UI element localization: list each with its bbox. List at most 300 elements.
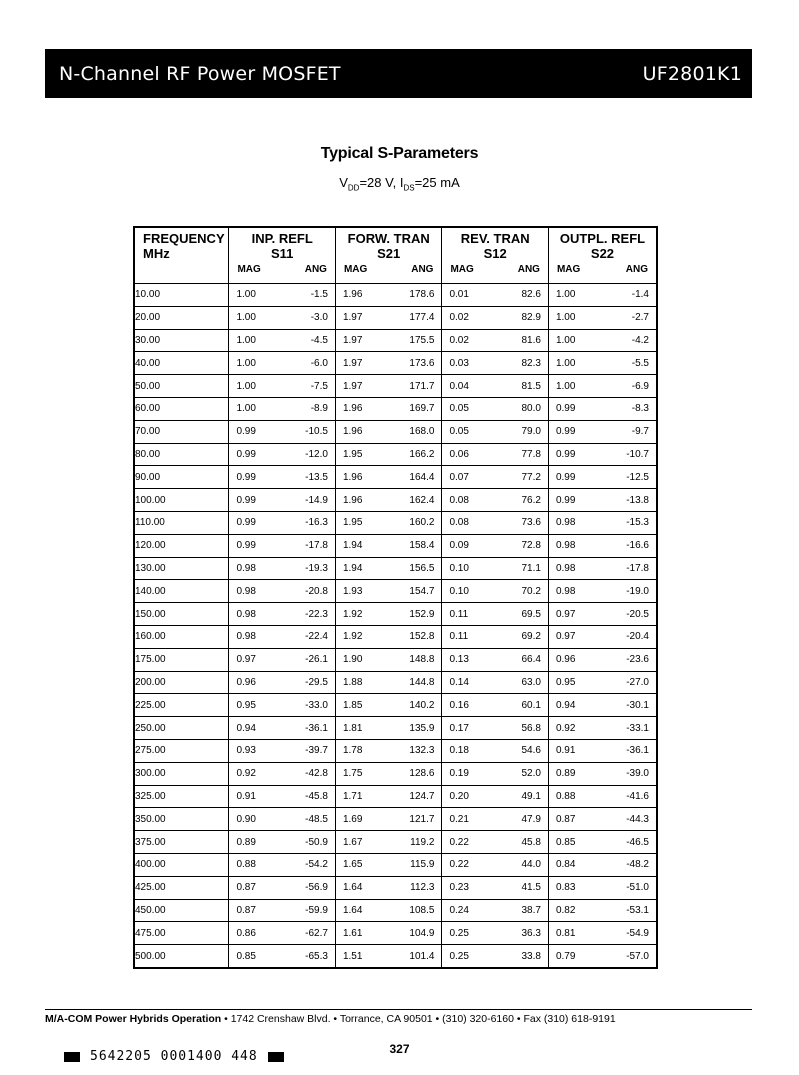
s11-ang: -42.8 xyxy=(305,768,328,780)
s12-cell xyxy=(442,284,549,307)
s12-mag: 0.06 xyxy=(449,448,469,460)
s21-ang: 178.6 xyxy=(409,289,435,301)
s12-mag: 0.22 xyxy=(449,859,469,871)
s11-ang: -1.5 xyxy=(310,289,328,301)
s22-cell xyxy=(548,762,657,785)
s11-cell xyxy=(229,717,336,740)
s22-ang: -41.6 xyxy=(626,790,649,802)
company-address: • 1742 Crenshaw Blvd. • Torrance, CA 90501 • (310) 320-6160 • Fax (310) 618-9191 xyxy=(221,1013,616,1025)
s21-mag: 1.64 xyxy=(342,882,363,894)
table-row xyxy=(134,284,657,307)
group-param: S22 xyxy=(590,246,615,261)
frequency-cell: 90.00 xyxy=(134,466,229,489)
s12-cell xyxy=(442,853,549,876)
s21-mag: 1.95 xyxy=(342,448,363,460)
s12-mag: 0.05 xyxy=(449,426,469,438)
footer-rule xyxy=(45,1009,752,1010)
s12-ang: 36.3 xyxy=(521,927,541,939)
s11-ang: -20.8 xyxy=(305,585,328,597)
s22-ang: -53.1 xyxy=(626,904,649,916)
s-parameter-table xyxy=(133,226,658,969)
s22-ang: -57.0 xyxy=(626,950,649,962)
s21-ang: 169.7 xyxy=(409,403,435,415)
s12-cell xyxy=(442,808,549,831)
s12-ang: 66.4 xyxy=(521,654,541,666)
s22-cell xyxy=(548,306,657,329)
s12-cell xyxy=(442,762,549,785)
frequency-cell: 350.00 xyxy=(134,808,229,831)
s12-mag: 0.01 xyxy=(449,289,469,301)
s22-mag: 0.97 xyxy=(555,631,576,643)
s21-cell xyxy=(335,671,442,694)
s22-ang: -9.7 xyxy=(631,426,649,438)
s21-ang: 101.4 xyxy=(409,950,435,962)
s22-cell xyxy=(548,603,657,626)
s21-cell xyxy=(335,329,442,352)
s11-cell xyxy=(229,489,336,512)
s12-ang: 82.3 xyxy=(521,357,541,369)
s11-mag: 0.96 xyxy=(236,676,256,688)
s22-ang: -46.5 xyxy=(626,836,649,848)
table-row xyxy=(134,808,657,831)
s12-cell xyxy=(442,876,549,899)
s11-mag: 0.99 xyxy=(236,494,256,506)
s22-ang: -23.6 xyxy=(626,654,649,666)
s21-ang: 119.2 xyxy=(410,836,435,848)
s12-ang: 77.2 xyxy=(521,471,541,483)
s11-cell xyxy=(229,511,336,534)
s21-cell xyxy=(335,717,442,740)
s22-mag: 1.00 xyxy=(555,357,576,369)
s11-cell xyxy=(229,671,336,694)
s12-ang: 52.0 xyxy=(521,768,541,780)
mag-label: MAG xyxy=(556,264,581,275)
frequency-cell: 175.00 xyxy=(134,648,229,671)
s22-mag: 0.99 xyxy=(555,426,576,438)
s21-mag: 1.97 xyxy=(342,380,363,392)
s11-mag: 0.87 xyxy=(236,904,256,916)
frequency-unit: MHz xyxy=(143,246,170,261)
s12-mag: 0.11 xyxy=(449,608,469,620)
s22-ang: -1.4 xyxy=(631,289,649,301)
s22-mag: 0.84 xyxy=(555,859,576,871)
s11-ang: -26.1 xyxy=(305,654,328,666)
s22-ang: -6.9 xyxy=(631,380,649,392)
s22-cell xyxy=(548,511,657,534)
ids-value: =25 mA xyxy=(414,175,460,190)
s12-cell xyxy=(442,489,549,512)
s12-ang: 72.8 xyxy=(521,540,541,552)
s12-ang: 54.6 xyxy=(521,745,541,757)
s11-mag: 0.98 xyxy=(236,631,256,643)
s22-ang: -2.7 xyxy=(631,312,649,324)
frequency-header xyxy=(134,227,229,284)
s12-mag: 0.09 xyxy=(449,540,469,552)
s22-cell xyxy=(548,557,657,580)
s11-cell xyxy=(229,306,336,329)
table-row xyxy=(134,876,657,899)
ang-label: ANG xyxy=(411,264,434,275)
mag-label: MAG xyxy=(343,264,368,275)
ang-label: ANG xyxy=(304,264,327,275)
table-row xyxy=(134,625,657,648)
product-type: N-Channel RF Power MOSFET xyxy=(59,62,341,85)
s22-mag: 0.99 xyxy=(555,494,576,506)
s11-mag: 0.91 xyxy=(236,790,256,802)
s21-ang: 166.2 xyxy=(409,448,435,460)
s12-header xyxy=(442,227,549,284)
s12-cell xyxy=(442,580,549,603)
s21-mag: 1.94 xyxy=(342,562,363,574)
frequency-cell: 500.00 xyxy=(134,945,229,968)
s21-mag: 1.96 xyxy=(342,471,363,483)
s21-ang: 115.9 xyxy=(410,859,435,871)
s22-mag: 0.99 xyxy=(555,403,576,415)
s12-ang: 69.5 xyxy=(521,608,541,620)
s11-mag: 0.97 xyxy=(236,654,256,666)
s11-cell xyxy=(229,397,336,420)
s11-mag: 0.89 xyxy=(236,836,256,848)
s22-mag: 1.00 xyxy=(555,312,576,324)
s21-cell xyxy=(335,284,442,307)
s12-mag: 0.17 xyxy=(449,722,469,734)
table-row xyxy=(134,762,657,785)
s22-cell xyxy=(548,352,657,375)
group-name: FORW. TRAN xyxy=(347,231,430,246)
s21-ang: 152.8 xyxy=(409,631,435,643)
frequency-cell: 140.00 xyxy=(134,580,229,603)
s11-mag: 0.99 xyxy=(236,448,256,460)
table-row xyxy=(134,306,657,329)
s22-ang: -44.3 xyxy=(626,813,649,825)
s22-ang: -8.3 xyxy=(631,403,649,415)
s11-mag: 0.99 xyxy=(236,540,256,552)
s21-mag: 1.93 xyxy=(342,585,363,597)
table-row xyxy=(134,375,657,398)
s11-mag: 0.93 xyxy=(236,745,256,757)
s11-ang: -19.3 xyxy=(305,562,328,574)
s11-ang: -65.3 xyxy=(305,950,328,962)
frequency-cell: 100.00 xyxy=(134,489,229,512)
s12-cell xyxy=(442,466,549,489)
group-param: S11 xyxy=(270,246,294,261)
s22-ang: -12.5 xyxy=(626,471,649,483)
s21-mag: 1.96 xyxy=(342,494,363,506)
section-title: Typical S-Parameters xyxy=(320,145,479,162)
s12-cell xyxy=(442,694,549,717)
s22-ang: -16.6 xyxy=(626,540,649,552)
s12-mag: 0.04 xyxy=(449,380,469,392)
s21-ang: 171.7 xyxy=(409,380,435,392)
s11-cell xyxy=(229,284,336,307)
s12-mag: 0.16 xyxy=(449,699,469,711)
s21-mag: 1.51 xyxy=(342,950,363,962)
s22-mag: 0.98 xyxy=(555,585,576,597)
frequency-cell: 120.00 xyxy=(134,534,229,557)
s22-mag: 0.96 xyxy=(555,654,576,666)
s12-cell xyxy=(442,922,549,945)
s11-mag: 0.99 xyxy=(236,471,256,483)
table-row xyxy=(134,945,657,968)
s11-mag: 1.00 xyxy=(236,312,256,324)
s11-ang: -16.3 xyxy=(305,517,328,529)
s11-mag: 1.00 xyxy=(236,357,256,369)
s21-cell xyxy=(335,945,442,968)
s12-mag: 0.03 xyxy=(449,357,469,369)
s11-mag: 1.00 xyxy=(236,334,256,346)
s11-mag: 1.00 xyxy=(236,403,256,415)
table-row xyxy=(134,648,657,671)
s12-ang: 60.1 xyxy=(521,699,541,711)
s21-ang: 175.5 xyxy=(409,334,435,346)
s21-mag: 1.88 xyxy=(342,676,363,688)
table-row xyxy=(134,443,657,466)
s12-mag: 0.08 xyxy=(449,494,469,506)
s21-cell xyxy=(335,922,442,945)
s22-mag: 0.81 xyxy=(555,927,576,939)
s22-ang: -36.1 xyxy=(626,745,649,757)
s21-ang: 121.7 xyxy=(409,813,435,825)
s11-ang: -22.3 xyxy=(305,608,328,620)
s11-cell xyxy=(229,443,336,466)
test-conditions xyxy=(0,175,799,193)
frequency-cell: 160.00 xyxy=(134,625,229,648)
s21-ang: 152.9 xyxy=(409,608,435,620)
s21-cell xyxy=(335,899,442,922)
s11-cell xyxy=(229,420,336,443)
s21-cell xyxy=(335,580,442,603)
s12-ang: 45.8 xyxy=(521,836,541,848)
s12-ang: 71.1 xyxy=(521,562,541,574)
s21-header xyxy=(335,227,442,284)
table-row xyxy=(134,534,657,557)
frequency-cell: 50.00 xyxy=(134,375,229,398)
s11-mag: 0.95 xyxy=(236,699,256,711)
s22-cell xyxy=(548,489,657,512)
s11-ang: -54.2 xyxy=(305,859,328,871)
s21-ang: 162.4 xyxy=(409,494,435,506)
s12-ang: 49.1 xyxy=(521,790,541,802)
group-param: S21 xyxy=(377,246,401,261)
s11-cell xyxy=(229,466,336,489)
s12-cell xyxy=(442,785,549,808)
s21-cell xyxy=(335,534,442,557)
s22-mag: 0.89 xyxy=(555,768,576,780)
s21-mag: 1.96 xyxy=(342,403,363,415)
vdd-value: =28 V, xyxy=(359,175,400,190)
table-row xyxy=(134,397,657,420)
frequency-cell: 10.00 xyxy=(134,284,229,307)
s11-ang: -59.9 xyxy=(305,904,328,916)
s12-ang: 33.8 xyxy=(521,950,541,962)
group-param: S12 xyxy=(483,246,507,261)
s22-cell xyxy=(548,443,657,466)
s12-cell xyxy=(442,306,549,329)
frequency-cell: 40.00 xyxy=(134,352,229,375)
frequency-cell: 225.00 xyxy=(134,694,229,717)
s22-cell xyxy=(548,534,657,557)
s22-cell xyxy=(548,625,657,648)
s11-cell xyxy=(229,853,336,876)
s22-cell xyxy=(548,785,657,808)
s11-ang: -39.7 xyxy=(305,745,328,757)
s12-ang: 41.5 xyxy=(521,882,541,894)
s12-ang: 38.7 xyxy=(521,904,541,916)
s12-mag: 0.20 xyxy=(449,790,469,802)
s12-cell xyxy=(442,945,549,968)
s21-ang: 148.8 xyxy=(409,654,435,666)
s22-mag: 1.00 xyxy=(555,334,576,346)
s21-ang: 140.2 xyxy=(409,699,435,711)
s22-cell xyxy=(548,466,657,489)
s11-cell xyxy=(229,922,336,945)
vdd-symbol: V xyxy=(339,175,348,190)
s21-cell xyxy=(335,352,442,375)
barcode-text: 5642205 0001400 448 xyxy=(90,1049,258,1064)
s21-mag: 1.65 xyxy=(342,859,363,871)
table-row xyxy=(134,899,657,922)
group-name: INP. REFL xyxy=(251,231,313,246)
s12-mag: 0.10 xyxy=(449,585,469,597)
s12-cell xyxy=(442,603,549,626)
s11-mag: 0.90 xyxy=(236,813,256,825)
table-row xyxy=(134,352,657,375)
s11-mag: 0.88 xyxy=(236,859,256,871)
s22-mag: 0.87 xyxy=(555,813,576,825)
table-row xyxy=(134,671,657,694)
s12-mag: 0.13 xyxy=(449,654,469,666)
s21-cell xyxy=(335,876,442,899)
s11-cell xyxy=(229,739,336,762)
s11-ang: -50.9 xyxy=(305,836,328,848)
s22-cell xyxy=(548,876,657,899)
s12-ang: 70.2 xyxy=(521,585,541,597)
frequency-cell: 250.00 xyxy=(134,717,229,740)
s22-cell xyxy=(548,420,657,443)
s11-ang: -13.5 xyxy=(305,471,328,483)
table-row xyxy=(134,922,657,945)
s11-ang: -3.0 xyxy=(310,312,328,324)
s21-mag: 1.96 xyxy=(342,289,363,301)
s22-mag: 0.85 xyxy=(555,836,576,848)
s22-ang: -20.5 xyxy=(626,608,649,620)
s12-mag: 0.02 xyxy=(449,334,469,346)
s11-cell xyxy=(229,785,336,808)
s21-mag: 1.92 xyxy=(342,608,363,620)
s21-ang: 112.3 xyxy=(410,882,435,894)
s12-mag: 0.25 xyxy=(449,927,469,939)
table-row xyxy=(134,785,657,808)
frequency-cell: 200.00 xyxy=(134,671,229,694)
s21-cell xyxy=(335,762,442,785)
frequency-cell: 425.00 xyxy=(134,876,229,899)
s22-ang: -27.0 xyxy=(626,676,649,688)
table-row xyxy=(134,557,657,580)
s11-cell xyxy=(229,762,336,785)
s22-mag: 0.94 xyxy=(555,699,576,711)
s11-mag: 0.98 xyxy=(236,585,256,597)
s12-cell xyxy=(442,625,549,648)
s22-cell xyxy=(548,945,657,968)
s12-ang: 56.8 xyxy=(521,722,541,734)
s12-cell xyxy=(442,443,549,466)
s22-ang: -30.1 xyxy=(626,699,649,711)
s22-mag: 0.98 xyxy=(555,562,576,574)
s11-mag: 0.99 xyxy=(236,426,256,438)
table-row xyxy=(134,831,657,854)
s21-cell xyxy=(335,831,442,854)
frequency-cell: 150.00 xyxy=(134,603,229,626)
s11-mag: 0.92 xyxy=(236,768,256,780)
s21-cell xyxy=(335,511,442,534)
frequency-cell: 325.00 xyxy=(134,785,229,808)
s22-cell xyxy=(548,284,657,307)
s11-cell xyxy=(229,945,336,968)
mag-label: MAG xyxy=(450,264,474,275)
s22-ang: -13.8 xyxy=(626,494,649,506)
s22-ang: -51.0 xyxy=(626,882,649,894)
s22-ang: -5.5 xyxy=(631,357,649,369)
s21-cell xyxy=(335,853,442,876)
s11-cell xyxy=(229,603,336,626)
s21-mag: 1.94 xyxy=(342,540,363,552)
table-row xyxy=(134,717,657,740)
group-name: REV. TRAN xyxy=(460,231,530,246)
s22-cell xyxy=(548,739,657,762)
s21-ang: 156.5 xyxy=(409,562,435,574)
s22-mag: 0.82 xyxy=(555,904,576,916)
s12-mag: 0.08 xyxy=(449,517,469,529)
s12-cell xyxy=(442,329,549,352)
s21-mag: 1.78 xyxy=(342,745,363,757)
s12-cell xyxy=(442,648,549,671)
ang-label: ANG xyxy=(625,264,648,275)
s22-cell xyxy=(548,717,657,740)
s12-mag: 0.02 xyxy=(449,312,469,324)
frequency-cell: 375.00 xyxy=(134,831,229,854)
s22-ang: -54.9 xyxy=(626,927,649,939)
s12-mag: 0.21 xyxy=(449,813,469,825)
s21-mag: 1.85 xyxy=(342,699,363,711)
s22-cell xyxy=(548,580,657,603)
s12-mag: 0.07 xyxy=(449,471,469,483)
mag-label: MAG xyxy=(237,264,261,275)
s12-mag: 0.22 xyxy=(449,836,469,848)
s21-mag: 1.81 xyxy=(342,722,363,734)
s11-cell xyxy=(229,648,336,671)
s11-cell xyxy=(229,329,336,352)
s21-mag: 1.69 xyxy=(342,813,363,825)
s11-ang: -6.0 xyxy=(310,357,328,369)
s21-ang: 154.7 xyxy=(409,585,435,597)
s11-ang: -45.8 xyxy=(305,790,328,802)
table-row xyxy=(134,420,657,443)
s12-mag: 0.05 xyxy=(449,403,469,415)
s22-mag: 0.83 xyxy=(555,882,576,894)
s12-cell xyxy=(442,511,549,534)
s21-mag: 1.97 xyxy=(342,357,363,369)
s12-ang: 81.6 xyxy=(521,334,541,346)
s11-ang: -4.5 xyxy=(310,334,328,346)
s21-ang: 128.6 xyxy=(409,768,435,780)
s21-cell xyxy=(335,648,442,671)
s22-mag: 1.00 xyxy=(555,289,576,301)
s12-ang: 81.5 xyxy=(521,380,541,392)
s11-ang: -12.0 xyxy=(305,448,328,460)
frequency-cell: 300.00 xyxy=(134,762,229,785)
frequency-cell: 450.00 xyxy=(134,899,229,922)
s22-cell xyxy=(548,853,657,876)
